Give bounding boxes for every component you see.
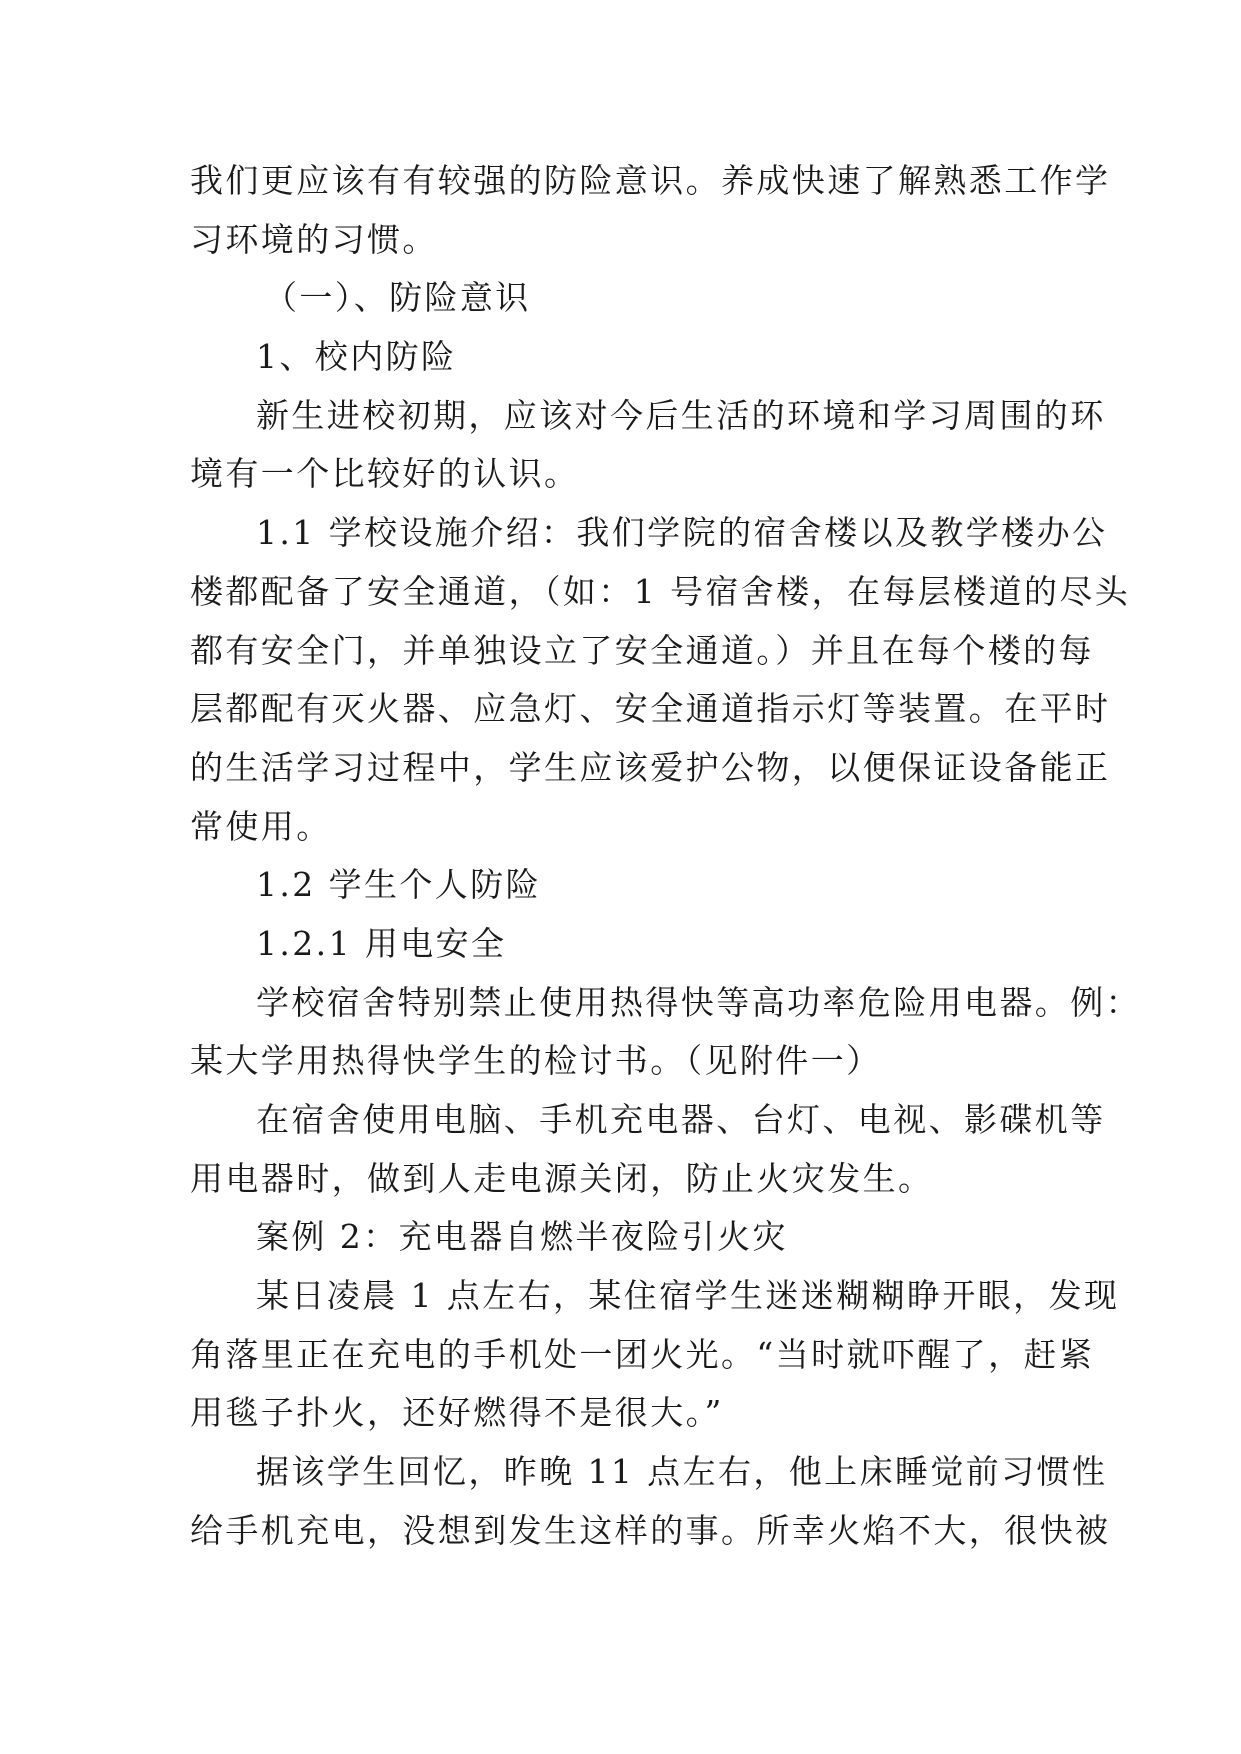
case-heading: 案例 2：充电器自燃半夜险引火灾 bbox=[256, 1217, 788, 1257]
text-line: 学校宿舍特别禁止使用热得快等高功率危险用电器。例： bbox=[256, 982, 1141, 1022]
text-line: 新生进校初期，应该对今后生活的环境和学习周围的环 bbox=[256, 395, 1106, 435]
text-line: 楼都配备了安全通道，（如：1 号宿舍楼，在每层楼道的尽头 bbox=[190, 571, 1131, 611]
text-line: 习环境的习惯。 bbox=[190, 219, 438, 259]
subsection-heading: 1、校内防险 bbox=[256, 337, 457, 377]
text-line: 某大学用热得快学生的检讨书。（见附件一） bbox=[190, 1041, 882, 1081]
text-line: 的生活学习过程中，学生应该爱护公物，以便保证设备能正 bbox=[190, 747, 1111, 787]
subsection-heading: 1.2 学生个人防险 bbox=[256, 865, 541, 905]
subsection-heading: 1.2.1 用电安全 bbox=[256, 923, 507, 963]
text-line: 都有安全门，并单独设立了安全通道。）并且在每个楼的每 bbox=[190, 630, 1094, 670]
text-line: 用电器时，做到人走电源关闭，防止火灾发生。 bbox=[190, 1158, 934, 1198]
text-line: 角落里正在充电的手机处一团火光。“当时就吓醒了，赶紧 bbox=[190, 1334, 1095, 1374]
text-line: 据该学生回忆，昨晚 11 点左右，他上床睡觉前习惯性 bbox=[256, 1452, 1108, 1492]
text-line: 给手机充电，没想到发生这样的事。所幸火焰不大，很快被 bbox=[190, 1510, 1111, 1550]
text-line: 用毯子扑火，还好燃得不是很大。” bbox=[190, 1393, 724, 1433]
text-line: 某日凌晨 1 点左右，某住宿学生迷迷糊糊睁开眼，发现 bbox=[256, 1276, 1120, 1316]
text-line: 层都配有灭火器、应急灯、安全通道指示灯等装置。在平时 bbox=[190, 689, 1111, 729]
text-line: 在宿舍使用电脑、手机充电器、台灯、电视、影碟机等 bbox=[256, 1100, 1106, 1139]
section-heading: （一）、防险意识 bbox=[264, 278, 531, 318]
text-line: 我们更应该有有较强的防险意识。养成快速了解熟悉工作学 bbox=[190, 161, 1111, 200]
text-line: 境有一个比较好的认识。 bbox=[190, 454, 580, 494]
text-line: 1.1 学校设施介绍：我们学院的宿舍楼以及教学楼办公 bbox=[256, 513, 1108, 553]
text-line: 常使用。 bbox=[190, 806, 332, 846]
body-text bbox=[190, 152, 1141, 1561]
